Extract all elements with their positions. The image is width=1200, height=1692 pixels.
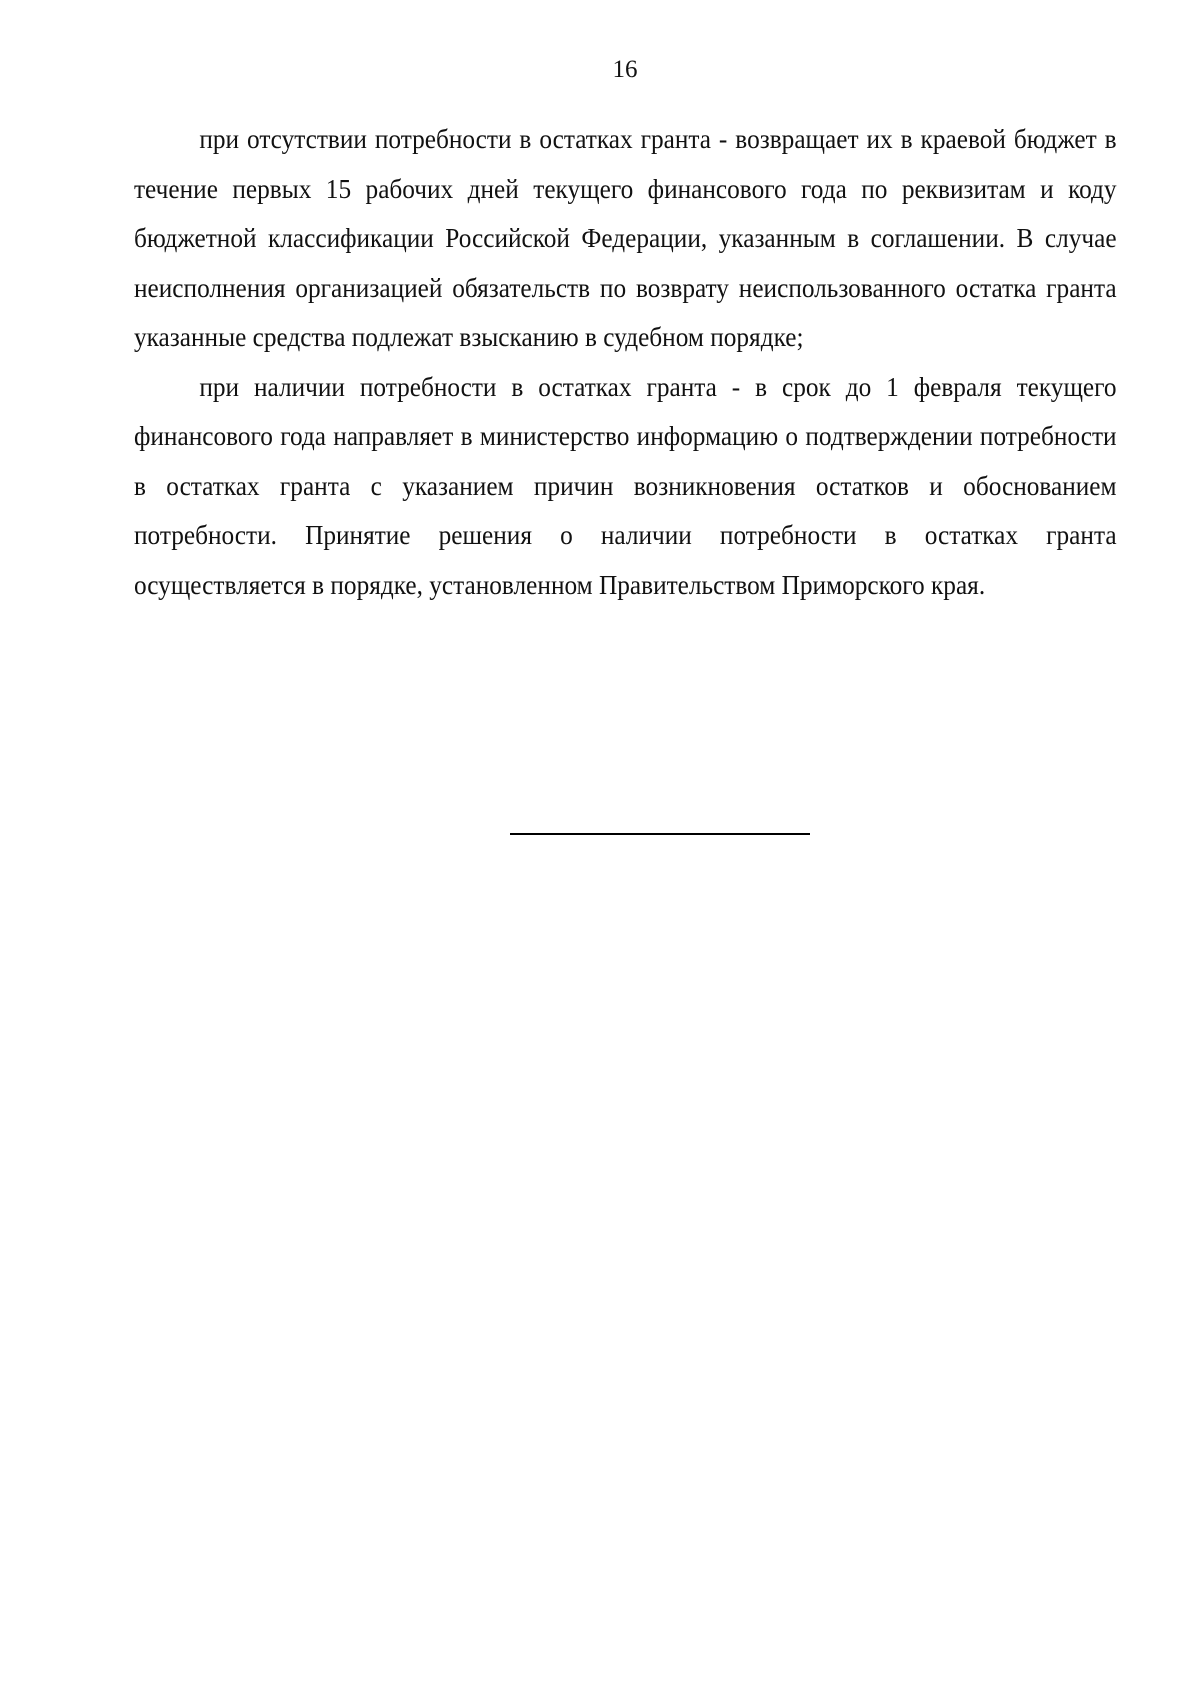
paragraph-no-need-for-grant-balance: при отсутствии потребности в остатках гранта - возвращает их в краевой бюджет в течение первых 15 рабочих дней текущего финансового года по реквизитам и коду бюджетной классификации Российской Федерации, указанным в соглашении. В случае неисполнения организацией обязательств по возврату неиспользованного остатка гранта указанные средства подлежат взысканию в судебном порядке;	[134, 123, 1117, 352]
document-body	[134, 114, 1117, 609]
paragraph-need-for-grant-balance: при наличии потребности в остатках гранта - в срок до 1 февраля текущего финансового года направляет в министерство информацию о подтверждении потребности в остатках гранта с указанием причин возникновения остатков и обоснованием потребности. Принятие решения о наличии потребности в остатках гранта осуществляется в порядке, установленном Правительством Приморского края.	[134, 370, 1117, 600]
page-number: 16	[612, 56, 638, 83]
end-separator-line	[510, 833, 810, 835]
